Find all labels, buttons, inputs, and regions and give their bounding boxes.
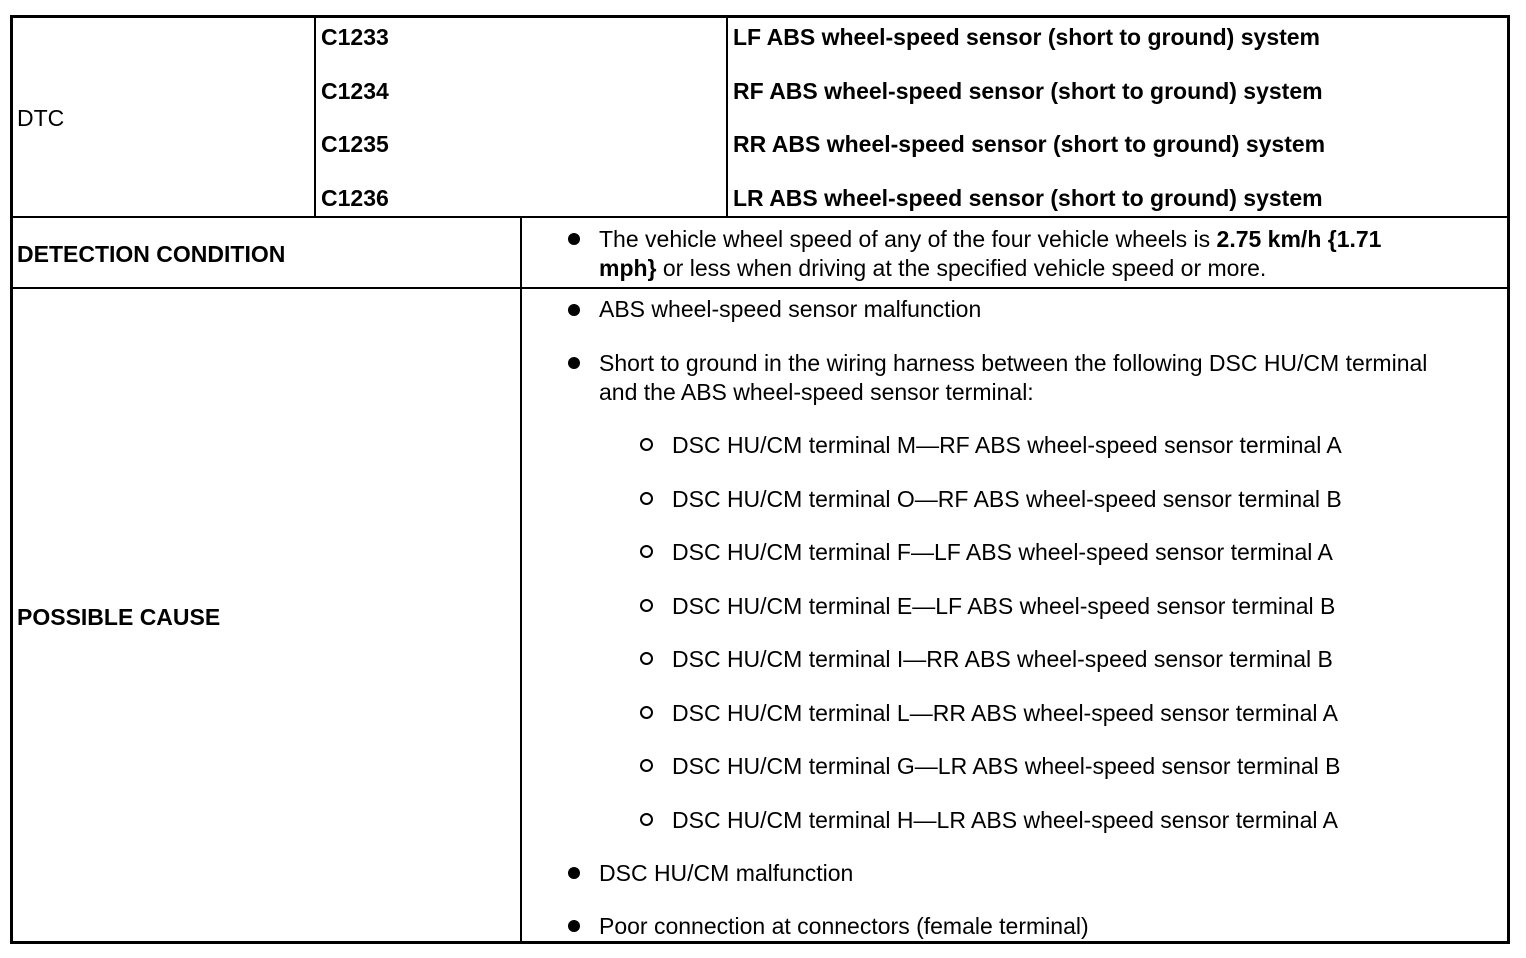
col-divider-content bbox=[520, 216, 522, 944]
terminal-list-item: DSC HU/CM terminal H—LR ABS wheel-speed sensor terminal A bbox=[672, 807, 1338, 833]
possible-cause-sensor-malfunction: ABS wheel-speed sensor malfunction bbox=[599, 296, 982, 322]
col-divider-dtc-description bbox=[726, 15, 728, 216]
possible-cause-label: POSSIBLE CAUSE bbox=[17, 604, 221, 630]
bullet-icon bbox=[568, 867, 580, 879]
dtc-description-c1236: LR ABS wheel-speed sensor (short to ground) system bbox=[733, 185, 1323, 211]
terminal-list-item: DSC HU/CM terminal F—LF ABS wheel-speed sensor terminal A bbox=[672, 539, 1333, 565]
row-divider-dtc bbox=[10, 216, 1510, 218]
dtc-code-c1233: C1233 bbox=[321, 24, 389, 50]
bullet-icon bbox=[568, 920, 580, 932]
possible-cause-short-to-ground-line-1: Short to ground in the wiring harness between the following DSC HU/CM terminal bbox=[599, 350, 1428, 376]
dtc-code-c1234: C1234 bbox=[321, 78, 389, 104]
terminal-list-item: DSC HU/CM terminal E—LF ABS wheel-speed sensor terminal B bbox=[672, 593, 1336, 619]
terminal-list-item: DSC HU/CM terminal M—RF ABS wheel-speed sensor terminal A bbox=[672, 432, 1342, 458]
detection-condition-line-2 bbox=[599, 254, 1266, 283]
circle-bullet-icon bbox=[640, 438, 653, 451]
circle-bullet-icon bbox=[640, 652, 653, 665]
row-divider-detection bbox=[10, 287, 1510, 289]
bullet-icon bbox=[568, 233, 580, 245]
dtc-description-c1235: RR ABS wheel-speed sensor (short to ground) system bbox=[733, 131, 1326, 157]
possible-cause-short-to-ground-line-2: and the ABS wheel-speed sensor terminal: bbox=[599, 379, 1034, 405]
detection-condition-text: The vehicle wheel speed of any of the four vehicle wheels is bbox=[599, 226, 1217, 252]
detection-speed-value: 2.75 km/h {1.71 bbox=[1216, 226, 1382, 252]
terminal-list-item: DSC HU/CM terminal O—RF ABS wheel-speed sensor terminal B bbox=[672, 486, 1342, 512]
terminal-list-item: DSC HU/CM terminal G—LR ABS wheel-speed sensor terminal B bbox=[672, 753, 1341, 779]
dtc-code-c1236: C1236 bbox=[321, 185, 389, 211]
bullet-icon bbox=[568, 357, 580, 369]
detection-speed-unit: mph} bbox=[599, 255, 657, 281]
circle-bullet-icon bbox=[640, 759, 653, 772]
detection-condition-line-1 bbox=[599, 225, 1381, 254]
circle-bullet-icon bbox=[640, 545, 653, 558]
dtc-label: DTC bbox=[17, 105, 65, 131]
dtc-code-c1235: C1235 bbox=[321, 131, 389, 157]
terminal-list-item: DSC HU/CM terminal L—RR ABS wheel-speed sensor terminal A bbox=[672, 700, 1338, 726]
dtc-description-c1234: RF ABS wheel-speed sensor (short to ground) system bbox=[733, 78, 1323, 104]
circle-bullet-icon bbox=[640, 492, 653, 505]
detection-condition-label: DETECTION CONDITION bbox=[17, 241, 286, 267]
terminal-list-item: DSC HU/CM terminal I—RR ABS wheel-speed sensor terminal B bbox=[672, 646, 1333, 672]
col-divider-dtc-code bbox=[314, 15, 316, 216]
possible-cause-module-malfunction: DSC HU/CM malfunction bbox=[599, 860, 854, 886]
circle-bullet-icon bbox=[640, 706, 653, 719]
detection-condition-text-end: or less when driving at the specified vehicle speed or more. bbox=[656, 255, 1267, 281]
possible-cause-poor-connection: Poor connection at connectors (female terminal) bbox=[599, 913, 1089, 939]
circle-bullet-icon bbox=[640, 599, 653, 612]
circle-bullet-icon bbox=[640, 813, 653, 826]
dtc-description-c1233: LF ABS wheel-speed sensor (short to ground) system bbox=[733, 24, 1321, 50]
bullet-icon bbox=[568, 304, 580, 316]
